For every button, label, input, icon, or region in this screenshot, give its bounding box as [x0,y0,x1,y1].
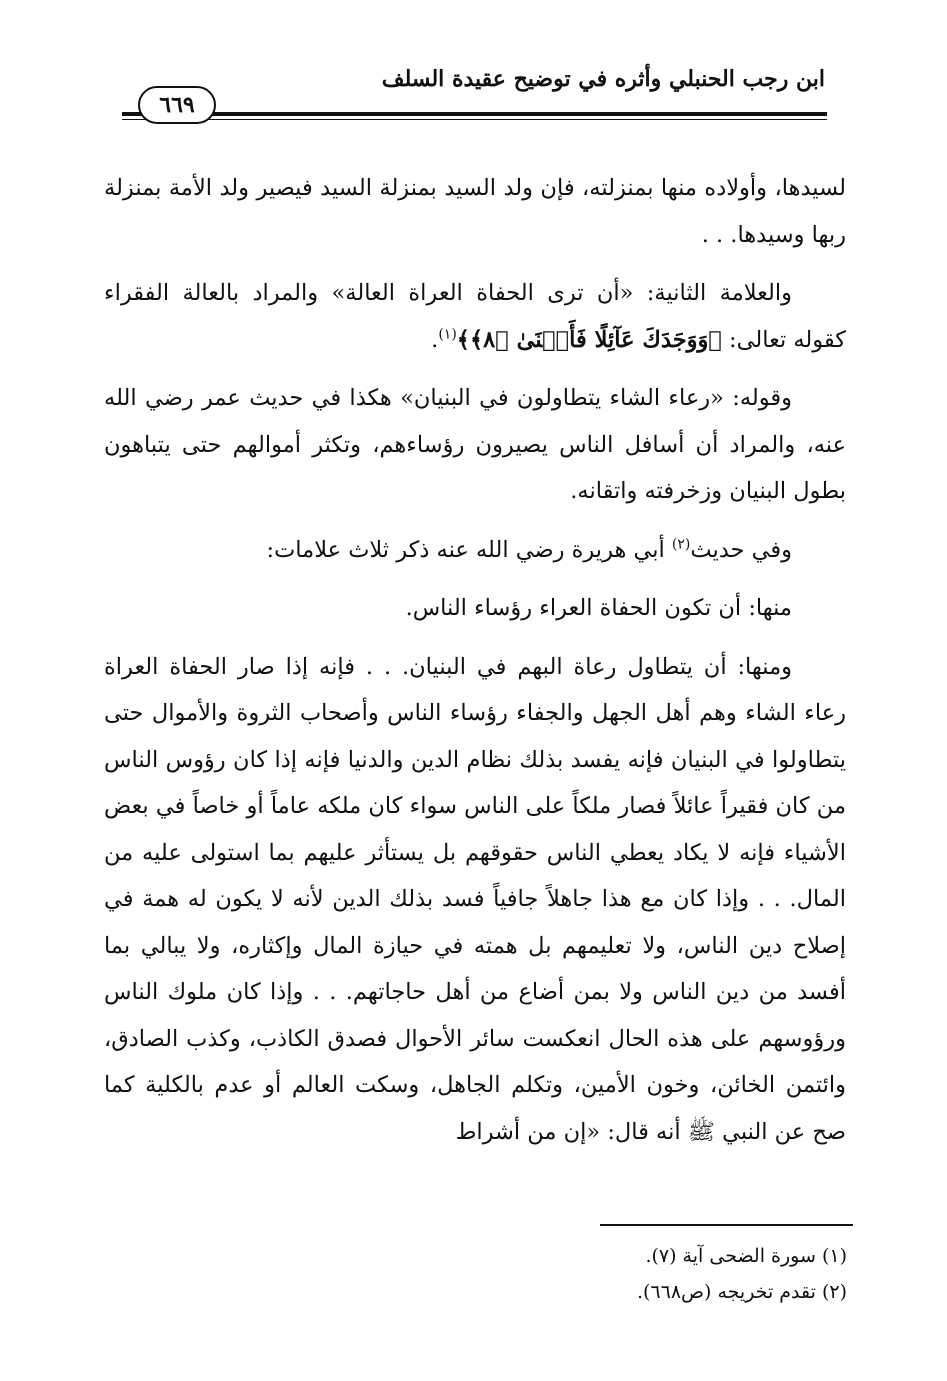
paragraph-2-text: والعلامة الثانية: «أن ترى الحفاة العراة العالة» والمراد بالعالة الفقراء كقوله تعالى: [104,280,846,353]
paragraph-3: وقوله: «رعاء الشاء يتطاولون في البنيان» هكذا في حديث عمر رضي الله عنه، والمراد أن أسافل الناس يصيرون رؤساءهم، وتكثر أموالهم حتى يتباهون بطول البنيان وزخرفته واتقانه. [104,385,846,504]
quran-verse: ﴿وَوَجَدَكَ عَآئِلًا فَأَغۡنَىٰ ﴿٨﴾﴾ [456,326,722,353]
paragraph-6: ومنها: أن يتطاول رعاة البهم في البنيان. . . فإنه إذا صار الحفاة العراة رعاء الشاء وهم أهل الجهل والجفاء رؤساء الناس وأصحاب الثروة والأموال حتى يتطاولوا في البنيان فإنه يفسد بذلك نظام الدين والدنيا فإنه إذا كان رؤوس الناس من كان فقيراً عائلاً فصار ملكاً على الناس سواء كان ملكه عاماً أو خاصاً في بعض الأشياء فإنه لا يكاد يعطي الناس حقوقهم بل يستأثر عليهم بما استولى عليه من المال. . . وإذا كان مع هذا جاهلاً جافياً فسد بذلك الدين لأنه لا يكون له همة في إصلاح دين الناس، ولا تعليمهم بل همته في حيازة المال وإكثاره، ولا يبالي بما أفسد من دين الناس ولا بمن أضاع من أهل حاجاتهم. . . وإذا كان ملوك الناس ورؤوسهم على هذه الحال انعكست سائر الأحوال فصدق الكاذب، وكذب الصادق، وائتمن الخائن، وخون الأمين، وتكلم الجاهل، وسكت العالم أو عدم بالكلية كما صح عن النبي ﷺ أنه قال: «إن من أشراط [104,653,846,1145]
paragraph-4 [104,527,846,574]
paragraph-2-end: . [431,326,439,353]
header-rule-thick [122,112,827,116]
header-rule-thin [122,119,827,120]
footnotes [447,1238,847,1310]
running-head-title: ابن رجب الحنبلي وأثره في توضيح عقيدة السلف [381,66,825,92]
footnote-1: (١) سورة الضحى آية (٧). [645,1245,847,1267]
footnote-separator [600,1224,853,1226]
footnote-2: (٢) تقدم تخريجه (ص٦٦٨). [636,1281,847,1303]
body-text [104,165,846,1155]
paragraph-4-text: وفي حديث [690,536,792,563]
paragraph-2 [104,270,846,363]
page-number: ٦٦٩ [138,86,216,124]
footnote-ref-1[interactable]: (١) [438,326,457,342]
paragraph-1: لسيدها، وأولاده منها بمنزلته، فإن ولد السيد بمنزلة السيد فيصير ولد الأمة بمنزلة ربها وسيدها. . . [104,175,846,248]
paragraph-4-end: أبي هريرة رضي الله عنه ذكر ثلاث علامات: [266,536,672,563]
footnote-ref-2[interactable]: (٢) [671,536,691,552]
paragraph-5: منها: أن تكون الحفاة العراء رؤساء الناس. [405,595,792,621]
